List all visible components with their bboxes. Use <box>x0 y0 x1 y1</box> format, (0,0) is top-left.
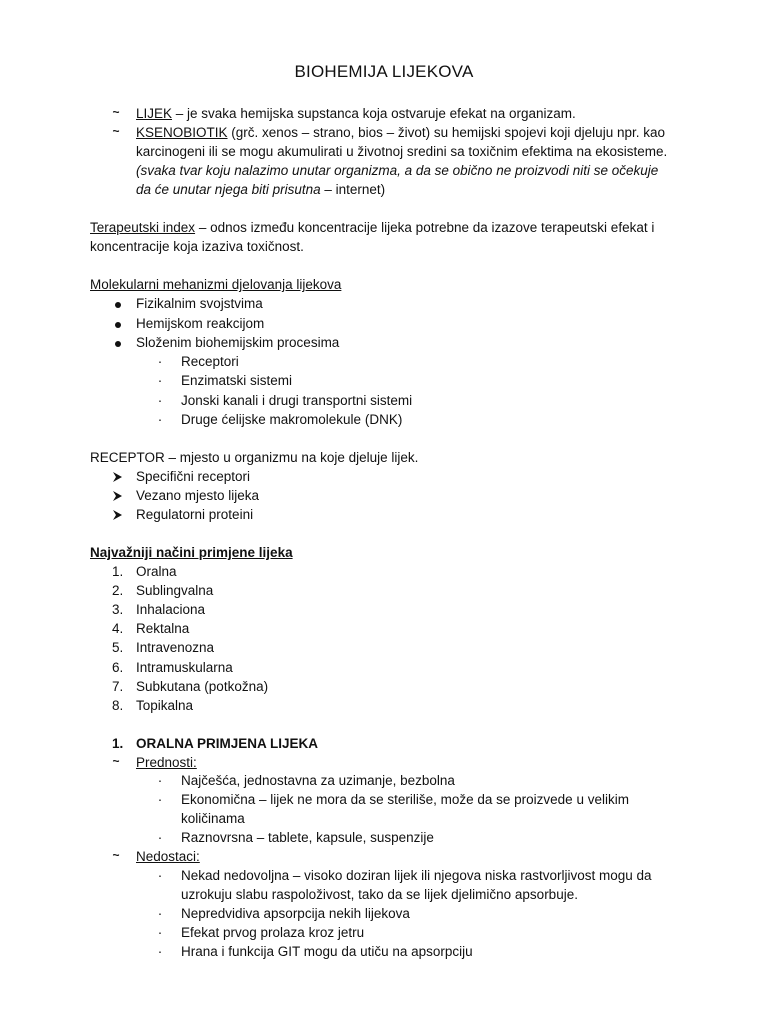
list-number: 8. <box>112 697 124 713</box>
dot-marker: · <box>157 373 163 388</box>
term-terapeutski-index: Terapeutski index <box>90 220 196 235</box>
bullet-icon <box>108 333 128 352</box>
list-item: Subkutana (potkožna) <box>136 678 269 694</box>
definition-ksenobiotik <box>136 123 665 142</box>
page-title: BIOHEMIJA LIJEKOVA <box>294 62 474 81</box>
tilde-marker: ~ <box>112 848 120 862</box>
list-item: Intramuskularna <box>136 659 233 675</box>
definition-text: – odnos između koncentracije lijeka potrebne da izazove terapeutski efekat i <box>195 220 655 235</box>
list-item: Hemijskom reakcijom <box>136 316 265 331</box>
section-heading-nacini: Najvažniji načini primjene lijeka <box>90 545 293 560</box>
section-heading-oralna: ORALNA PRIMJENA LIJEKA <box>136 736 319 751</box>
dot-marker: · <box>157 773 163 788</box>
list-item: Fizikalnim svojstvima <box>136 296 263 311</box>
tilde-marker: ~ <box>112 124 120 138</box>
definition-text: – je svaka hemijska supstanca koja ostvaruje efekat na organizam. <box>172 106 576 121</box>
list-number: 1. <box>112 564 124 579</box>
list-item: Složenim biohemijskim procesima <box>136 335 340 350</box>
sub-list-item: Efekat prvog prolaza kroz jetru <box>181 925 365 940</box>
list-item: Sublingvalna <box>136 583 214 599</box>
list-item: Regulatorni proteini <box>136 507 254 522</box>
definition-lijek <box>136 104 576 123</box>
term-ksenobiotik: KSENOBIOTIK <box>136 125 228 140</box>
sub-list-item: Raznovrsna – tablete, kapsule, suspenzije <box>181 830 434 845</box>
sub-list-item: Druge ćelijske makromolekule (DNK) <box>181 412 403 427</box>
list-number: 3. <box>112 602 124 618</box>
list-number: 4. <box>112 621 124 637</box>
arrow-bullet-icon <box>107 505 127 524</box>
dot-marker: · <box>157 792 163 807</box>
list-number: 7. <box>112 678 124 694</box>
list-number: 6. <box>112 659 124 675</box>
terapeutski-index <box>90 218 654 237</box>
bullet-icon <box>108 294 128 313</box>
list-item: Vezano mjesto lijeka <box>136 488 260 503</box>
sub-list-item: Enzimatski sistemi <box>181 373 293 388</box>
section-heading-mehanizmi: Molekularni mehanizmi djelovanja lijekova <box>90 277 342 292</box>
list-item: Intravenozna <box>136 640 215 656</box>
sub-list-item-continued: uzrokuju slabu raspoloživost, tako da se lijek djelimično apsorbuje. <box>181 887 578 902</box>
bullet-icon <box>108 314 128 333</box>
sub-list-item-continued: količinama <box>181 811 245 826</box>
arrow-bullet-icon <box>107 467 127 486</box>
note-source: – internet) <box>320 182 386 197</box>
note-italic: da će unutar njega biti prisutna <box>136 182 321 197</box>
arrow-bullet-icon <box>107 486 127 505</box>
definition-text: koncentracije koja izaziva toxičnost. <box>90 239 304 254</box>
dot-marker: · <box>157 354 163 369</box>
prednosti-label: Prednosti: <box>136 755 197 770</box>
section-number: 1. <box>112 736 124 751</box>
definition-text: (grč. xenos – strano, bios – život) su hemijski spojevi koji djeluju npr. kao <box>227 125 665 140</box>
dot-marker: · <box>157 944 163 959</box>
dot-marker: · <box>157 393 163 408</box>
list-item: Oralna <box>136 564 177 579</box>
sub-list-item: Nepredvidiva apsorpcija nekih lijekova <box>181 906 410 921</box>
dot-marker: · <box>157 830 163 845</box>
sub-list-item: Najčešća, jednostavna za uzimanje, bezbolna <box>181 773 455 788</box>
list-item: Rektalna <box>136 621 190 637</box>
dot-marker: · <box>157 412 163 427</box>
list-item: Topikalna <box>136 697 194 713</box>
definition-note: (svaka tvar koju nalazimo unutar organizma, a da se obično ne proizvodi niti se očekuje <box>136 163 659 178</box>
sub-list-item: Receptori <box>181 354 239 369</box>
list-number: 2. <box>112 583 124 599</box>
sub-list-item: Ekonomična – lijek ne mora da se steriliše, može da se proizvede u velikim <box>181 792 629 807</box>
sub-list-item: Nekad nedovoljna – visoko doziran lijek ili njegova niska rastvorljivost mogu da <box>181 868 652 883</box>
list-number: 5. <box>112 640 124 656</box>
receptor-definition: RECEPTOR – mjesto u organizmu na koje djeluje lijek. <box>90 450 419 465</box>
list-item: Inhalaciona <box>136 602 206 618</box>
tilde-marker: ~ <box>112 105 120 119</box>
dot-marker: · <box>157 906 163 921</box>
dot-marker: · <box>157 925 163 940</box>
list-item: Specifični receptori <box>136 469 251 484</box>
sub-list-item: Jonski kanali i drugi transportni sistemi <box>181 393 413 408</box>
tilde-marker: ~ <box>112 754 120 768</box>
definition-note <box>136 180 385 199</box>
term-lijek: LIJEK <box>136 106 173 121</box>
dot-marker: · <box>157 868 163 883</box>
nedostaci-label: Nedostaci: <box>136 849 200 864</box>
definition-text: karcinogeni ili se mogu akumulirati u životnoj sredini sa toxičnim efektima na ekosisteme. <box>136 144 668 159</box>
sub-list-item: Hrana i funkcija GIT mogu da utiču na apsorpciju <box>181 944 473 959</box>
